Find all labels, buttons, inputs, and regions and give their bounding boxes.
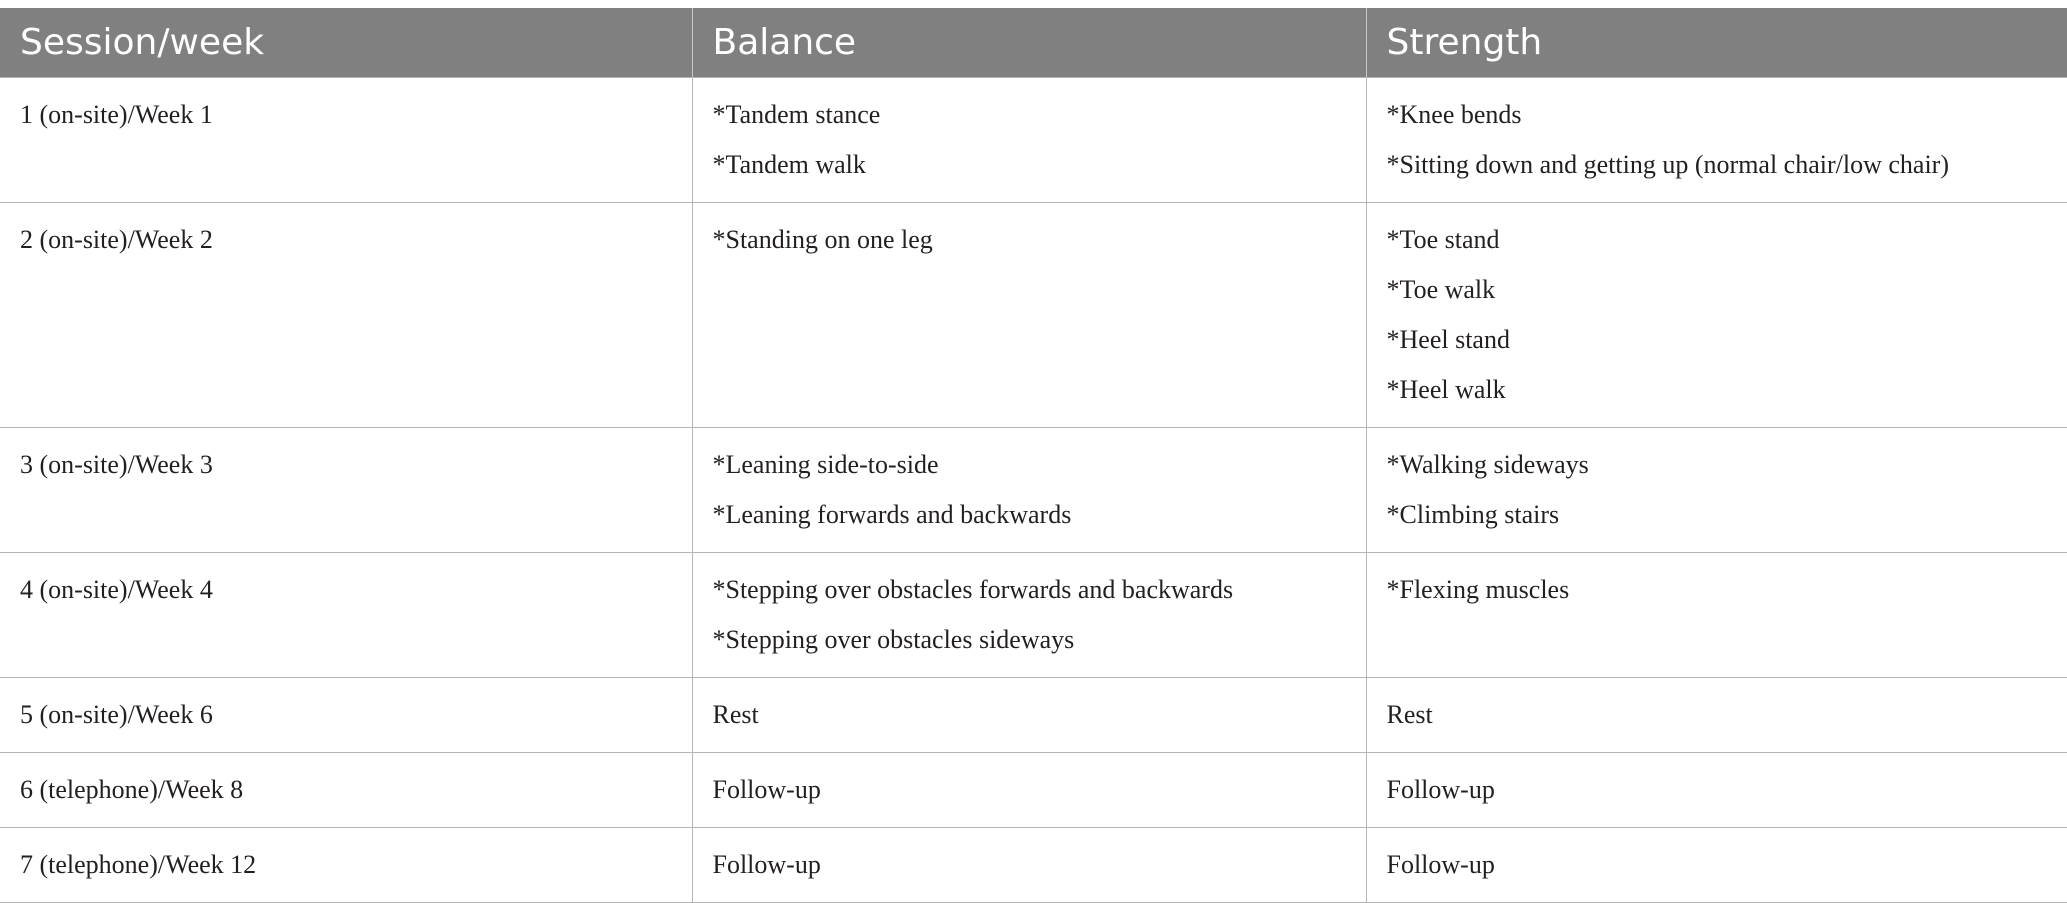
balance-exercise: *Tandem walk	[712, 149, 866, 179]
exercise-program-table	[0, 8, 2067, 903]
table-row	[0, 427, 2067, 552]
strength-cell	[1366, 202, 2067, 427]
strength-exercise: *Climbing stairs	[1386, 499, 1560, 529]
session-cell	[0, 677, 692, 752]
balance-cell	[692, 202, 1366, 427]
strength-exercise: Follow-up	[1386, 849, 1495, 879]
strength-exercise: Follow-up	[1386, 774, 1495, 804]
strength-cell	[1366, 752, 2067, 827]
strength-exercise: Rest	[1386, 699, 1433, 729]
session-cell	[0, 77, 692, 202]
balance-cell	[692, 427, 1366, 552]
table-row	[0, 77, 2067, 202]
session-text: 7 (telephone)/Week 12	[20, 849, 257, 879]
session-cell	[0, 752, 692, 827]
session-text: 4 (on-site)/Week 4	[20, 574, 213, 604]
balance-exercise: Rest	[712, 699, 759, 729]
exercise-program-table-container	[0, 8, 2067, 903]
balance-exercise: *Leaning side-to-side	[712, 449, 939, 479]
header-strength: Strength	[1366, 8, 2067, 77]
table-body	[0, 77, 2067, 902]
balance-cell	[692, 677, 1366, 752]
strength-exercise: *Heel walk	[1386, 374, 1506, 404]
header-row	[0, 8, 2067, 77]
balance-cell	[692, 77, 1366, 202]
balance-exercise: *Leaning forwards and backwards	[712, 499, 1072, 529]
strength-exercise: *Flexing muscles	[1386, 574, 1570, 604]
strength-exercise: *Sitting down and getting up (normal chair/low chair)	[1386, 149, 1949, 179]
balance-cell	[692, 552, 1366, 677]
session-cell	[0, 202, 692, 427]
strength-cell	[1366, 552, 2067, 677]
balance-exercise: *Standing on one leg	[712, 224, 933, 254]
strength-exercise: *Walking sideways	[1386, 449, 1589, 479]
session-cell	[0, 427, 692, 552]
session-text: 3 (on-site)/Week 3	[20, 449, 213, 479]
balance-cell	[692, 752, 1366, 827]
session-text: 2 (on-site)/Week 2	[20, 224, 213, 254]
strength-cell	[1366, 827, 2067, 902]
strength-exercise: *Toe walk	[1386, 274, 1496, 304]
session-cell	[0, 827, 692, 902]
balance-exercise: *Tandem stance	[712, 99, 881, 129]
header-balance: Balance	[692, 8, 1366, 77]
strength-exercise: *Heel stand	[1386, 324, 1510, 354]
balance-exercise: *Stepping over obstacles sideways	[712, 624, 1075, 654]
session-text: 6 (telephone)/Week 8	[20, 774, 244, 804]
strength-exercise: *Toe stand	[1386, 224, 1500, 254]
table-row	[0, 752, 2067, 827]
strength-cell	[1366, 677, 2067, 752]
session-cell	[0, 552, 692, 677]
header-session-week: Session/week	[0, 8, 692, 77]
strength-cell	[1366, 77, 2067, 202]
strength-cell	[1366, 427, 2067, 552]
balance-exercise: *Stepping over obstacles forwards and backwards	[712, 574, 1234, 604]
table-row	[0, 827, 2067, 902]
session-text: 1 (on-site)/Week 1	[20, 99, 213, 129]
balance-exercise: Follow-up	[712, 774, 821, 804]
table-row	[0, 552, 2067, 677]
table-row	[0, 677, 2067, 752]
session-text: 5 (on-site)/Week 6	[20, 699, 213, 729]
balance-cell	[692, 827, 1366, 902]
strength-exercise: *Knee bends	[1386, 99, 1522, 129]
table-row	[0, 202, 2067, 427]
balance-exercise: Follow-up	[712, 849, 821, 879]
table-header	[0, 8, 2067, 77]
